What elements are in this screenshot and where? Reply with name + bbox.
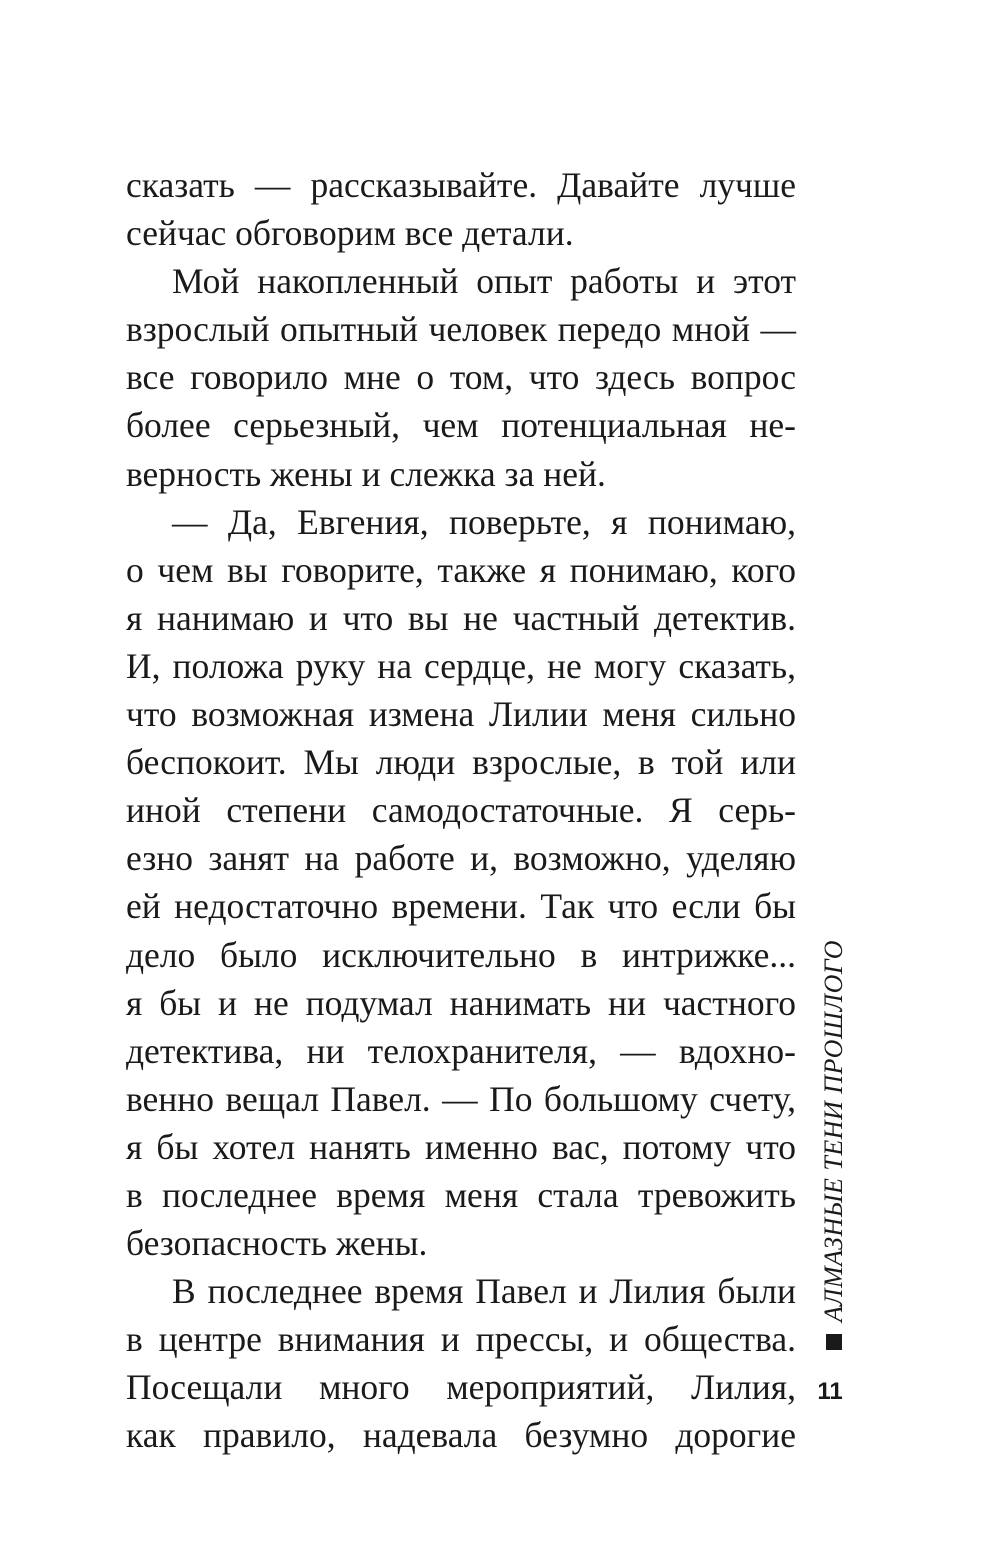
text-line: В последнее время Павел и Лилия были	[172, 1271, 796, 1312]
text-line: я бы и не подумал нанимать ни частного	[126, 982, 796, 1023]
text-line: детектива, ни телохранителя, — вдохно-	[126, 1030, 796, 1071]
text-line: взрослый опытный человек передо мной —	[126, 309, 796, 350]
text-line: сказать — рассказывайте. Давайте лучше	[126, 165, 796, 205]
running-title	[814, 910, 854, 1350]
square-marker-icon	[826, 1334, 842, 1350]
text-line: езно занят на работе и, возможно, уделяю	[126, 838, 796, 879]
text-line: я бы хотел нанять именно вас, потому что	[126, 1126, 796, 1167]
text-line: что возможная измена Лилии меня сильно	[126, 694, 796, 735]
text-line: в последнее время меня стала тревожить	[126, 1174, 796, 1215]
text-line: венно вещал Павел. — По большому счету,	[126, 1078, 796, 1119]
text-line: верность жены и слежка за ней.	[126, 453, 606, 494]
text-line: как правило, надевала безумно дорогие	[126, 1415, 796, 1456]
text-line: Посещали много мероприятий, Лилия,	[126, 1367, 796, 1408]
text-line: И, положа руку на сердце, не могу сказать,	[126, 645, 796, 686]
text-line: беспокоит. Мы люди взрослые, в той или	[126, 742, 796, 783]
page-body-text	[126, 161, 796, 1460]
text-line: безопасность жены.	[126, 1223, 428, 1264]
text-line: — Да, Евгения, поверьте, я понимаю,	[172, 501, 796, 542]
running-title-text: АЛМАЗНЫЕ ТЕНИ ПРОШЛОГО	[819, 939, 848, 1322]
text-line: дело было исключительно в интрижке...	[126, 934, 796, 975]
text-line: сейчас обговорим все детали.	[126, 213, 574, 254]
text-line: иной степени самодостаточные. Я серь-	[126, 790, 796, 831]
text-line: ей недостаточно времени. Так что если бы	[126, 886, 796, 927]
text-line: я нанимаю и что вы не частный детектив.	[126, 597, 796, 638]
text-line: все говорило мне о том, что здесь вопрос	[126, 357, 796, 398]
page-number: 11	[817, 1378, 843, 1405]
text-line: Мой накопленный опыт работы и этот	[172, 261, 796, 302]
text-line: в центре внимания и прессы, и общества.	[126, 1319, 796, 1360]
text-line: о чем вы говорите, также я понимаю, кого	[126, 549, 796, 590]
text-line: более серьезный, чем потенциальная не-	[126, 405, 796, 446]
